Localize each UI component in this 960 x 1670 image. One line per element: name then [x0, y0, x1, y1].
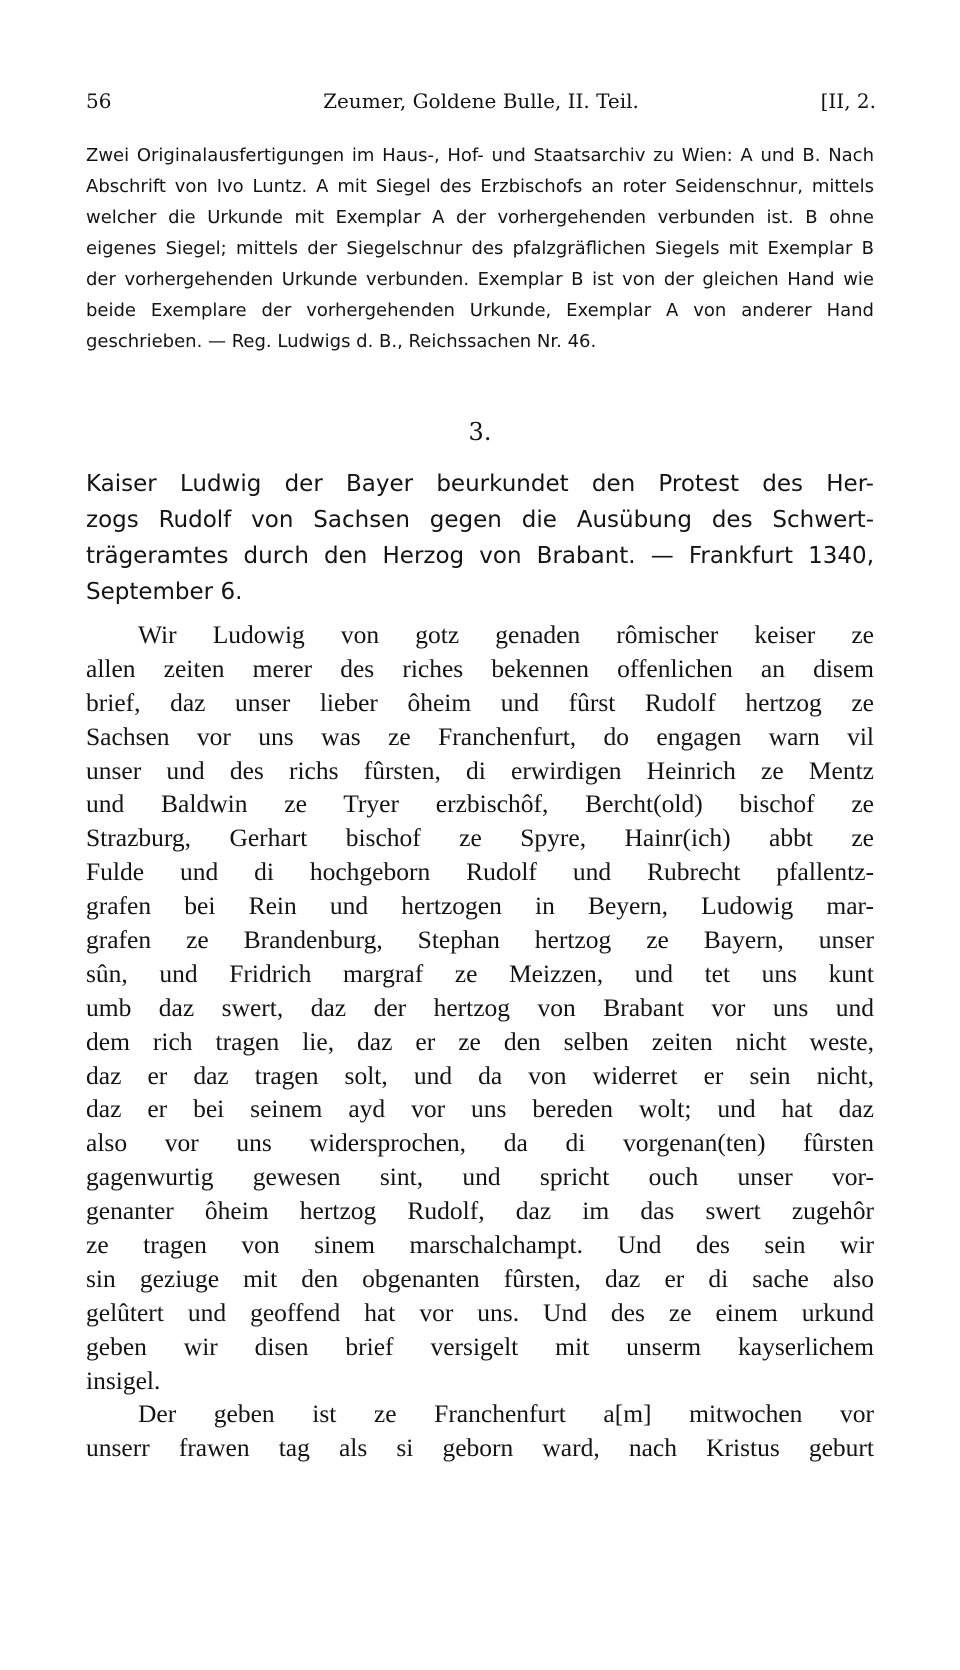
body-line: umb daz swert, daz der hertzog von Brabant vor uns und [86, 992, 874, 1022]
document-number: 3. [468, 418, 492, 446]
body-line: gelûtert und geoffend hat vor uns. Und des ze einem urkund [86, 1297, 874, 1327]
body-line: daz er daz tragen solt, und da von widerret er sein nicht, [86, 1060, 874, 1090]
body-line: unserr frawen tag als si geborn ward, nach Kristus geburt [86, 1433, 874, 1463]
body-line: geben wir disen brief versigelt mit unserm kayserlichem [86, 1331, 874, 1361]
title-line: zogs Rudolf von Sachsen gegen die Ausübung des Schwert- [86, 507, 874, 533]
charter-text [86, 618, 874, 1465]
body-line: also vor uns widersprochen, da di vorgenan(ten) fûrsten [86, 1128, 874, 1158]
page-header [86, 86, 876, 116]
document-title [86, 466, 874, 610]
body-line: Strazburg, Gerhart bischof ze Spyre, Hainr(ich) abbt ze [86, 823, 874, 853]
title-line: Kaiser Ludwig der Bayer beurkundet den Protest des Her- [86, 471, 874, 497]
body-line: daz er bei seinem ayd vor uns bereden wolt; und hat daz [86, 1094, 874, 1124]
body-line: sûn, und Fridrich margraf ze Meizzen, und tet uns kunt [86, 958, 874, 988]
body-line: ze tragen von sinem marschalchampt. Und des sein wir [86, 1230, 874, 1260]
body-line: gagenwurtig gewesen sint, und spricht ouch unser vor- [86, 1162, 874, 1192]
body-line: Der geben ist ze Franchenfurt a[m] mitwochen vor [138, 1399, 874, 1429]
body-line: Wir Ludowig von gotz genaden rômischer keiser ze [138, 620, 874, 649]
body-line: und Baldwin ze Tryer erzbischôf, Bercht(old) bischof ze [86, 789, 874, 819]
body-line: allen zeiten merer des riches bekennen offenlichen an disem [86, 653, 874, 683]
body-line: Sachsen vor uns was ze Franchenfurt, do engagen warn vil [86, 721, 874, 751]
body-line: Fulde und di hochgeborn Rudolf und Rubrecht pfallentz- [86, 857, 874, 887]
body-line: dem rich tragen lie, daz er ze den selben zeiten nicht weste, [86, 1026, 874, 1056]
source-note-text: Zwei Originalausfertigungen im Haus-, Hof- und Staatsarchiv zu Wien: A und B. Nach Abschrift von Ivo Luntz. A mit Siegel des Erzbischofs an roter Seidenschnur, mittels welcher die Urkunde mit Exemplar A der vorhergehenden verbunden ist. B ohne eigenes Siegel; mittels der Siegelschnur des pfalzgräflichen Siegels mit Exemplar B der vorhergehenden Urkunde verbunden. Exemplar B ist von der gleichen Hand wie beide Exemplare der vorhergehenden Urkunde, Exemplar A von anderer Hand geschrieben. — Reg. Ludwigs d. B., Reichssachen Nr. 46. [86, 145, 874, 352]
body-line: brief, daz unser lieber ôheim und fûrst Rudolf hertzog ze [86, 687, 874, 717]
running-title: Zeumer, Goldene Bulle, II. Teil. [323, 89, 639, 113]
body-line: grafen bei Rein und hertzogen in Beyern, Ludowig mar- [86, 891, 874, 921]
body-line: sin geziuge mit den obgenanten fûrsten, daz er di sache also [86, 1263, 874, 1293]
page-number: 56 [86, 89, 112, 113]
title-line: September 6. [86, 579, 243, 605]
body-line: grafen ze Brandenburg, Stephan hertzog ze Bayern, unser [86, 925, 874, 955]
source-note [86, 140, 874, 357]
section-reference: [II, 2. [820, 89, 876, 113]
title-line: trägeramtes durch den Herzog von Brabant. — Frankfurt 1340, [86, 543, 874, 569]
body-line: unser und des richs fûrsten, di erwirdigen Heinrich ze Mentz [86, 755, 874, 785]
body-line: insigel. [86, 1365, 161, 1395]
body-line: genanter ôheim hertzog Rudolf, daz im das swert zugehôr [86, 1196, 874, 1226]
